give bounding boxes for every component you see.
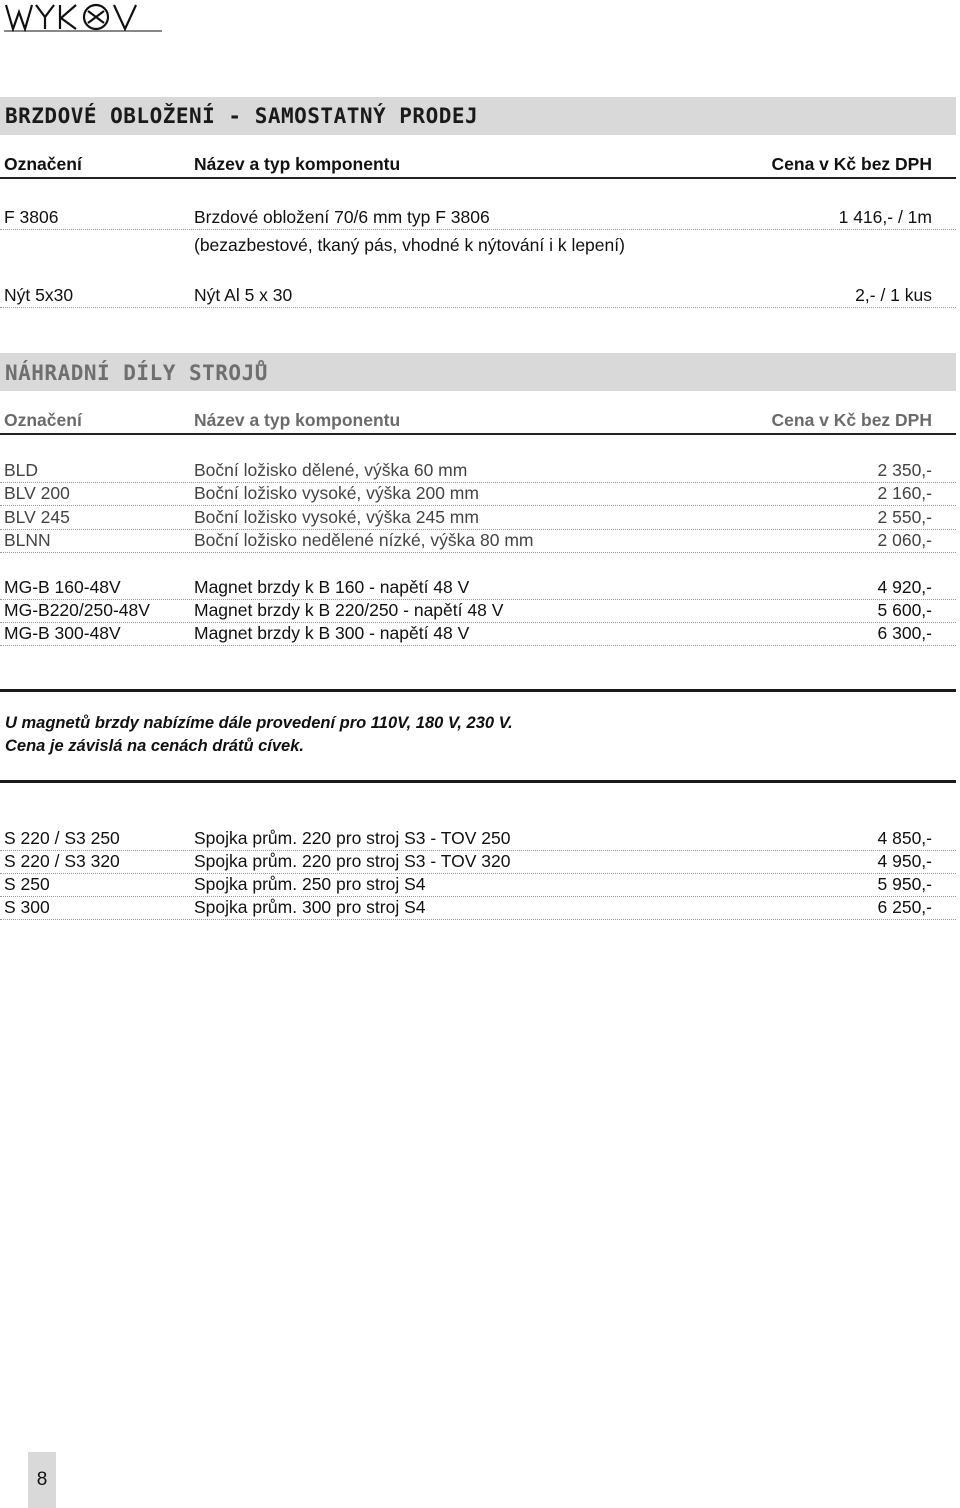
section-bar-brake-linings bbox=[0, 97, 956, 135]
table-row bbox=[0, 482, 956, 506]
header-code: Označení bbox=[4, 154, 82, 174]
item-name: Boční ložisko nedělené nízké, výška 80 mm bbox=[194, 530, 534, 550]
table-row bbox=[0, 850, 956, 874]
item-price: 2 550,- bbox=[877, 507, 932, 527]
item-price: 2 060,- bbox=[877, 530, 932, 550]
item-code: MG-B 300-48V bbox=[4, 623, 121, 643]
header-price: Cena v Kč bez DPH bbox=[771, 410, 932, 430]
item-price: 4 950,- bbox=[877, 851, 932, 871]
item-code: BLD bbox=[4, 460, 39, 480]
item-price: 4 850,- bbox=[877, 828, 932, 848]
divider bbox=[0, 780, 956, 783]
note-line: Cena je závislá na cenách drátů cívek. bbox=[5, 737, 304, 755]
table-row bbox=[0, 622, 956, 646]
item-price: 2 160,- bbox=[877, 483, 932, 503]
item-name: Boční ložisko vysoké, výška 200 mm bbox=[194, 483, 479, 503]
page-number-box bbox=[28, 1452, 56, 1508]
section-title: NÁHRADNÍ DÍLY STROJŮ bbox=[5, 361, 268, 385]
item-name: Spojka prům. 300 pro stroj S4 bbox=[194, 897, 426, 917]
table-row bbox=[0, 576, 956, 600]
header-name: Název a typ komponentu bbox=[194, 410, 401, 430]
item-code: S 300 bbox=[4, 897, 50, 917]
item-name: Magnet brzdy k B 300 - napětí 48 V bbox=[194, 623, 470, 643]
item-name: Boční ložisko dělené, výška 60 mm bbox=[194, 460, 468, 480]
item-code: S 220 / S3 320 bbox=[4, 851, 120, 871]
header-code: Označení bbox=[4, 410, 82, 430]
header-name: Název a typ komponentu bbox=[194, 154, 401, 174]
item-price: 2 350,- bbox=[877, 460, 932, 480]
item-code: S 250 bbox=[4, 874, 50, 894]
item-name: Boční ložisko vysoké, výška 245 mm bbox=[194, 507, 479, 527]
item-code: BLV 245 bbox=[4, 507, 70, 527]
item-name: Nýt Al 5 x 30 bbox=[194, 285, 293, 305]
item-code: Nýt 5x30 bbox=[4, 285, 74, 305]
wykov-logo bbox=[4, 2, 162, 32]
item-code: S 220 / S3 250 bbox=[4, 828, 120, 848]
table-row bbox=[0, 284, 956, 308]
section-bar-spare-parts bbox=[0, 353, 956, 391]
table-header bbox=[0, 407, 956, 435]
table-row bbox=[0, 459, 956, 483]
table-row bbox=[0, 827, 956, 851]
item-name: Spojka prům. 220 pro stroj S3 - TOV 250 bbox=[194, 828, 511, 848]
table-row bbox=[0, 599, 956, 623]
item-name: Spojka prům. 220 pro stroj S3 - TOV 320 bbox=[194, 851, 511, 871]
item-price: 1 416,- / 1m bbox=[838, 207, 932, 227]
table-row bbox=[0, 896, 956, 920]
item-name: Magnet brzdy k B 220/250 - napětí 48 V bbox=[194, 600, 504, 620]
item-code: F 3806 bbox=[4, 207, 59, 227]
table-row bbox=[0, 206, 956, 230]
item-price: 4 920,- bbox=[877, 577, 932, 597]
table-row bbox=[0, 506, 956, 530]
item-code: MG-B220/250-48V bbox=[4, 600, 150, 620]
item-name: Spojka prům. 250 pro stroj S4 bbox=[194, 874, 426, 894]
item-name: Magnet brzdy k B 160 - napětí 48 V bbox=[194, 577, 470, 597]
item-price: 2,- / 1 kus bbox=[855, 285, 932, 305]
item-code: BLV 200 bbox=[4, 483, 70, 503]
item-name-continuation: (bezazbestové, tkaný pás, vhodné k nýtování i k lepení) bbox=[194, 235, 625, 255]
header-price: Cena v Kč bez DPH bbox=[771, 154, 932, 174]
item-price: 6 300,- bbox=[877, 623, 932, 643]
item-code: MG-B 160-48V bbox=[4, 577, 121, 597]
item-price: 5 950,- bbox=[877, 874, 932, 894]
table-header bbox=[0, 151, 956, 179]
note-line: U magnetů brzdy nabízíme dále provedení pro 110V, 180 V, 230 V. bbox=[5, 714, 513, 732]
table-row bbox=[0, 873, 956, 897]
divider bbox=[0, 689, 956, 692]
section-title: BRZDOVÉ OBLOŽENÍ - SAMOSTATNÝ PRODEJ bbox=[5, 104, 479, 128]
item-price: 5 600,- bbox=[877, 600, 932, 620]
page-number: 8 bbox=[36, 1469, 48, 1490]
item-code: BLNN bbox=[4, 530, 51, 550]
table-row bbox=[0, 529, 956, 553]
item-price: 6 250,- bbox=[877, 897, 932, 917]
item-name: Brzdové obložení 70/6 mm typ F 3806 bbox=[194, 207, 490, 227]
